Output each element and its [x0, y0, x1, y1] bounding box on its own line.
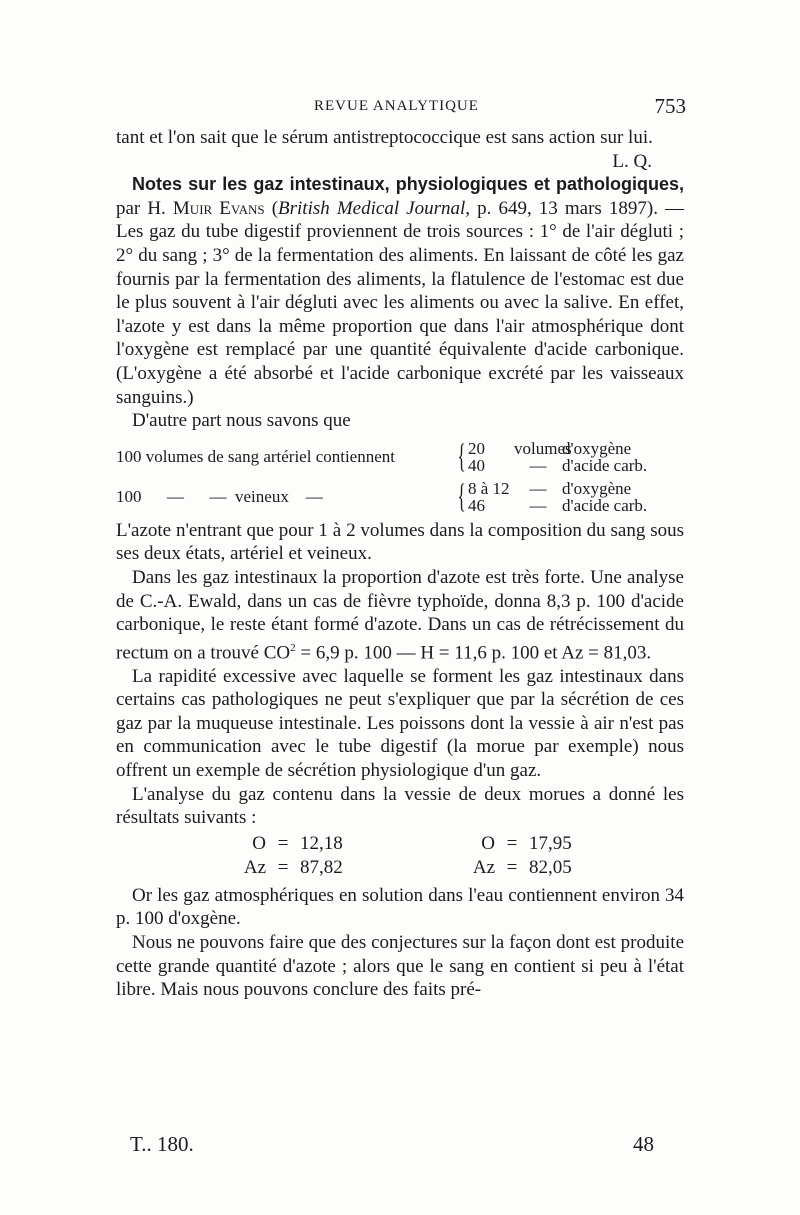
arterial-label: 100 volumes de sang artériel contiennent: [116, 447, 395, 467]
author-prefix: par H.: [116, 197, 166, 219]
value-gas: d'acide carb.: [562, 495, 648, 515]
equals-sign: =: [506, 856, 518, 878]
paragraph-secretion: La rapidité excessive avec laquelle se forment les gaz intestinaux dans certains cas pathologiques ne peut s'expliquer que par la sécrétion de ces gaz par la muqueuse intestinale. Les poissons dont la vessie à air n'est pas en communication avec le tube digestif (la morue par exemple) nous offrent un exemple de sécrétion physiologique d'un gaz.: [116, 665, 684, 781]
gas-value: 17,95: [529, 832, 572, 854]
venous-values: [468, 480, 647, 514]
page-footer: [130, 1132, 654, 1162]
reviewer-signature: L. Q.: [612, 150, 652, 172]
paragraph-azote: L'azote n'entrant que pour 1 à 2 volumes dans la composition du sang sous ses deux états, artériel et veineux.: [116, 519, 684, 565]
page-header: [118, 94, 686, 122]
venous-carbonic: [468, 497, 647, 514]
value-number: 20: [468, 438, 485, 458]
article-text: [116, 126, 684, 1002]
citation-open: (: [271, 197, 279, 219]
arterial-carbonic: [468, 457, 647, 474]
article-intro-paragraph: [116, 173, 684, 409]
oxygen-line: [455, 832, 684, 856]
cod-2-results: [455, 832, 684, 880]
gas-label: O: [252, 832, 266, 854]
venous-oxygen: [468, 480, 647, 497]
co2-superscript: 2: [290, 641, 296, 654]
blood-gas-table: [116, 437, 684, 517]
azote-line: [226, 856, 455, 880]
gas-value: 87,82: [300, 856, 343, 878]
value-number: 8 à 12: [468, 478, 510, 498]
volume-mark: T.. 180.: [130, 1132, 194, 1156]
paragraph-continuation: tant et l'on sait que le sérum antistreptococcique est sans action sur lui.: [116, 127, 653, 148]
gas-value: 12,18: [300, 832, 343, 854]
equals-sign: =: [277, 832, 289, 854]
gas-value: 82,05: [529, 856, 572, 878]
brace-icon: {: [457, 437, 466, 475]
azote-line: [455, 856, 684, 880]
running-title: REVUE ANALYTIQUE: [314, 98, 479, 114]
equals-sign: =: [506, 832, 518, 854]
paragraph-intestinal-gases: [116, 566, 684, 665]
paragraph-dissolved-gases: Or les gaz atmosphériques en solution dans l'eau contiennent environ 34 p. 100 d'oxgène.: [116, 884, 684, 930]
value-unit: —: [529, 495, 547, 515]
author-name: Muir Evans: [172, 197, 265, 219]
arterial-oxygen: [468, 440, 647, 457]
paragraph-intro-blood: D'autre part nous savons que: [132, 410, 351, 432]
cod-1-results: [226, 832, 455, 880]
venous-label: 100 — — veineux —: [116, 487, 323, 507]
gas-label: Az: [472, 856, 495, 878]
value-unit: —: [529, 455, 547, 475]
value-unit: volumes: [514, 438, 572, 458]
paragraph-conjectures: Nous ne pouvons faire que des conjectures sur la façon dont est produite cette grande quantité d'azote ; alors que le sang en contient si peu à l'état libre. Mais nous pouvons conclure des faits pré-: [116, 931, 684, 1001]
value-gas: d'oxygène: [562, 438, 632, 458]
journal-name: British Medical Journal: [278, 197, 466, 219]
paragraph-cod-analysis: L'analyse du gaz contenu dans la vessie de deux morues a donné les résultats suivants :: [116, 783, 684, 829]
value-number: 40: [468, 455, 485, 475]
arterial-row: [116, 437, 684, 477]
page-number: 753: [654, 94, 686, 118]
equals-sign: =: [277, 856, 289, 878]
value-gas: d'oxygène: [562, 478, 632, 498]
value-gas: d'acide carb.: [562, 455, 648, 475]
brace-icon: {: [457, 477, 466, 515]
value-unit: —: [529, 478, 547, 498]
article-title: Notes sur les gaz intestinaux, physiologiques et pathologiques,: [132, 174, 684, 195]
citation-and-summary: , p. 649, 13 mars 1897). — Les gaz du tube digestif proviennent de trois sources : 1° de l'air dégluti ; 2° du sang ; 3° de la fermentation des aliments. En laissant de côté les gaz fournis par la fermentation des aliments, la flatulence de l'estomac est due le plus souvent à l'air dégluti avec les aliments ou avec la salive. En effet, l'azote y est dans la même proportion que dans l'air atmosphérique dont l'oxygène est remplacé par une quantité équivalente d'acide carbonique. (L'oxygène a été absorbé et l'acide carbonique excrété par les vaisseaux sanguins.): [116, 197, 685, 408]
analysis-values: = 6,9 p. 100 — H = 11,6 p. 100 et Az = 81,03.: [295, 642, 652, 664]
gas-label: O: [481, 832, 495, 854]
cod-gas-results: [226, 832, 684, 880]
venous-row: [116, 477, 684, 517]
gas-label: Az: [243, 856, 266, 878]
value-number: 46: [468, 495, 485, 515]
oxygen-line: [226, 832, 455, 856]
signature-mark: 48: [633, 1132, 654, 1156]
analysis-text: Dans les gaz intestinaux la proportion d'azote est très forte. Une analyse de C.-A. Ewald, dans un cas de fièvre typhoïde, donna 8,3 p. 100 d'acide carbonique, le reste étant formé d'azote. Dans un cas de rétrécissement du rectum on a trouvé CO: [116, 566, 684, 664]
arterial-values: [468, 440, 647, 474]
